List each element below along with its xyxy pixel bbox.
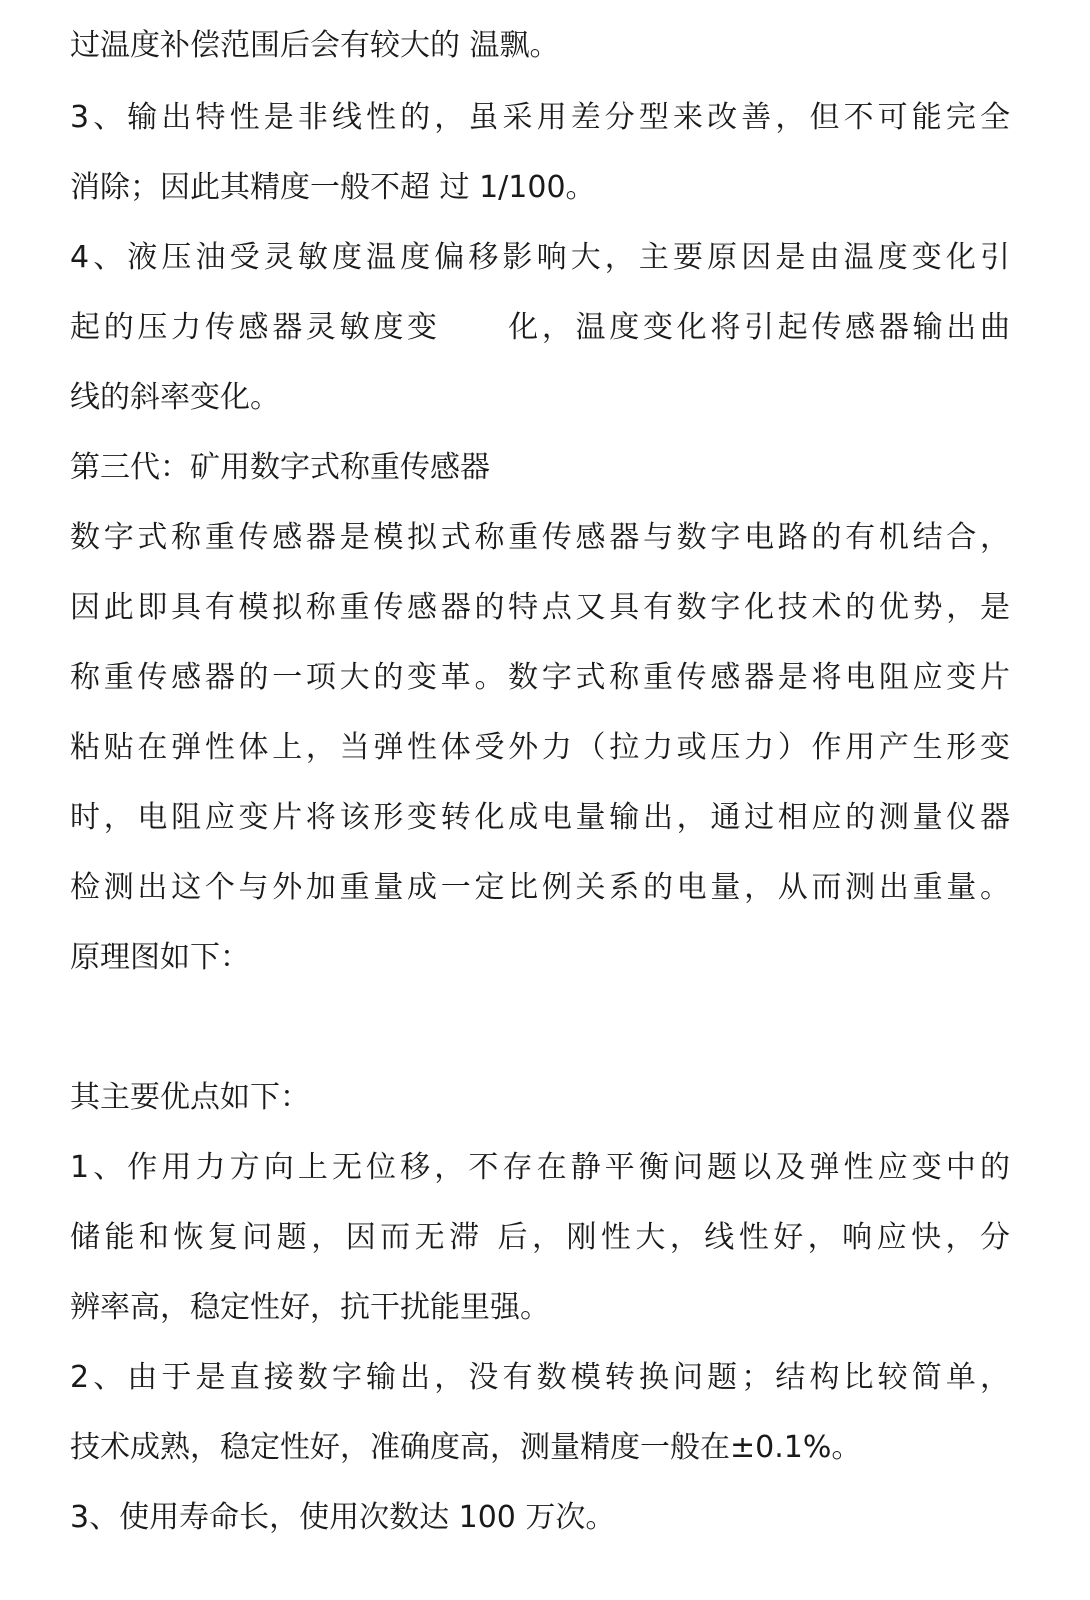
text-line-point-4-cont: 起的压力传感器灵敏度变 化，温度变化将引起传感器输出曲 — [70, 310, 1010, 345]
advantage-3-line: 3、使用寿命长，使用次数达 100 万次。 — [70, 1500, 616, 1535]
advantages-heading: 其主要优点如下： — [70, 1080, 310, 1115]
paragraph-line: 因此即具有模拟称重传感器的特点又具有数字化技术的优势，是 — [70, 590, 1010, 625]
text-line-continuation: 过温度补偿范围后会有较大的 温飘。 — [70, 28, 560, 63]
text-line-point-3-cont: 消除；因此其精度一般不超 过 1/100。 — [70, 170, 596, 205]
text-line-point-4-end: 线的斜率变化。 — [70, 380, 280, 415]
diagram-caption: 原理图如下： — [70, 940, 250, 975]
advantage-1-line: 储能和恢复问题，因而无滞 后，刚性大，线性好，响应快，分 — [70, 1220, 1010, 1255]
paragraph-line: 数字式称重传感器是模拟式称重传感器与数字电路的有机结合， — [70, 520, 1010, 555]
advantage-2-line: 技术成熟，稳定性好，准确度高，测量精度一般在±0.1%。 — [70, 1430, 862, 1465]
paragraph-line: 检测出这个与外加重量成一定比例关系的电量，从而测出重量。 — [70, 870, 1010, 905]
paragraph-line: 粘贴在弹性体上，当弹性体受外力（拉力或压力）作用产生形变 — [70, 730, 1010, 765]
text-line-point-3: 3、输出特性是非线性的，虽采用差分型来改善，但不可能完全 — [70, 100, 1010, 135]
text-line-point-4: 4、液压油受灵敏度温度偏移影响大，主要原因是由温度变化引 — [70, 240, 1010, 275]
section-heading: 第三代：矿用数字式称重传感器 — [70, 450, 490, 485]
advantage-1-line: 1、作用力方向上无位移，不存在静平衡问题以及弹性应变中的 — [70, 1150, 1010, 1185]
paragraph-line: 时，电阻应变片将该形变转化成电量输出，通过相应的测量仪器 — [70, 800, 1010, 835]
advantage-1-line: 辨率高，稳定性好，抗干扰能里强。 — [70, 1290, 550, 1325]
advantage-2-line: 2、由于是直接数字输出，没有数模转换问题；结构比较简单， — [70, 1360, 1010, 1395]
paragraph-line: 称重传感器的一项大的变革。数字式称重传感器是将电阻应变片 — [70, 660, 1010, 695]
